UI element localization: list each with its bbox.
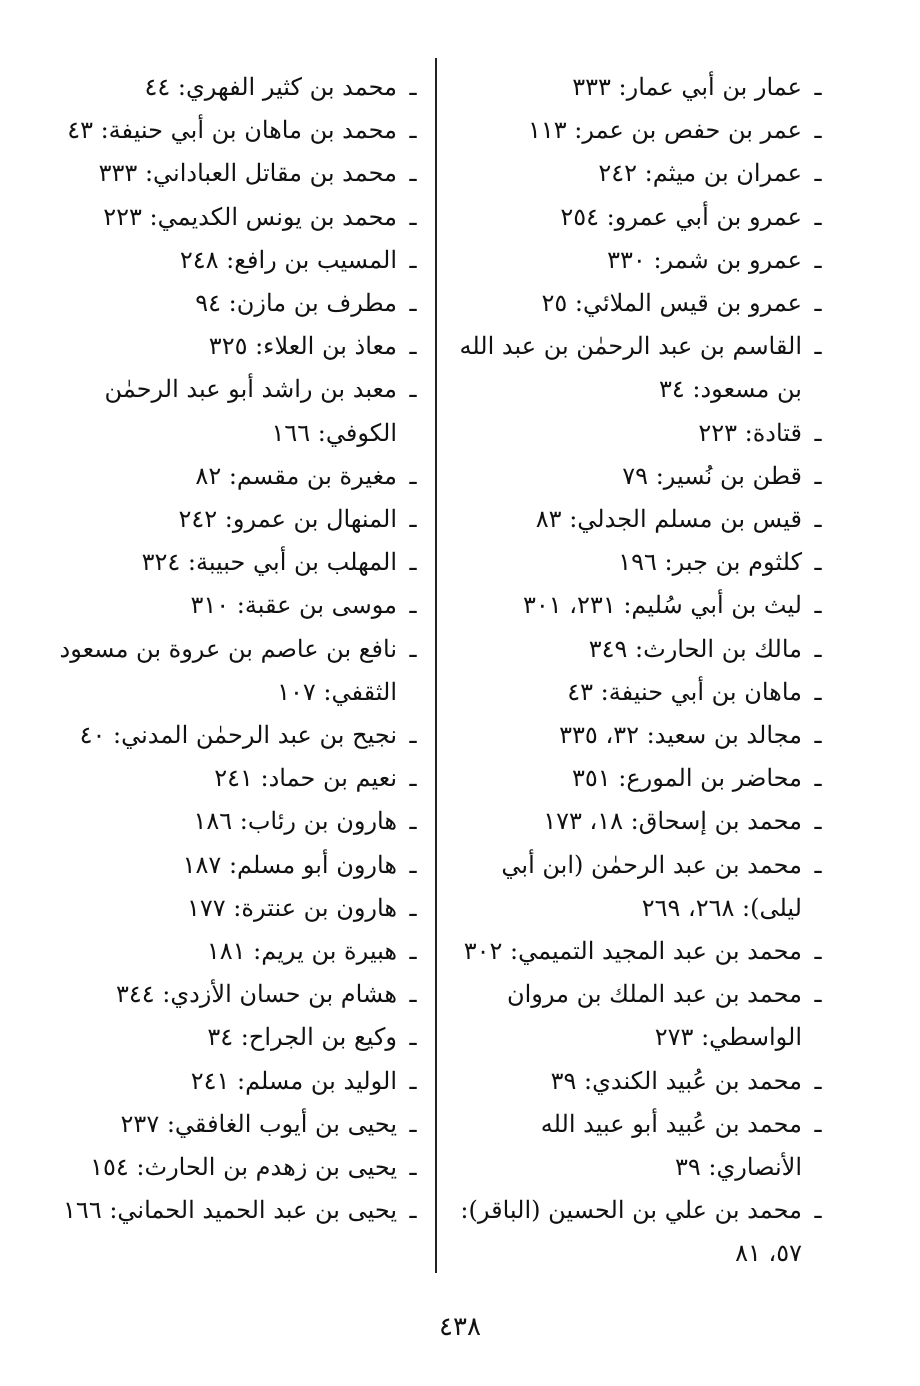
entry-text: قتادة: ٢٢٣: [698, 418, 802, 447]
index-entry: [40, 239, 425, 282]
entry-dash: ـ: [409, 332, 417, 361]
index-entry: [40, 498, 425, 541]
index-entry: [40, 714, 425, 757]
index-entry: [40, 1103, 425, 1146]
entry-dash: ـ: [409, 634, 417, 663]
entry-dash: ـ: [814, 980, 822, 1009]
entry-text: محمد بن عُبيد أبو عبيد الله الأنصاري: ٣٩: [540, 1109, 802, 1182]
entry-text: يحيى بن أيوب الغافقي: ٢٣٧: [120, 1109, 397, 1138]
index-entry: [40, 973, 425, 1016]
entry-text: محمد بن إسحاق: ١٨، ١٧٣: [543, 807, 802, 836]
entry-text: المهلب بن أبي حبيبة: ٣٢٤: [141, 548, 397, 577]
entry-dash: ـ: [409, 591, 417, 620]
index-entry: [450, 455, 830, 498]
index-column-left: [40, 66, 425, 1232]
entry-dash: ـ: [409, 245, 417, 274]
index-entry: [450, 628, 830, 671]
entry-text: نجيح بن عبد الرحمٰن المدني: ٤٠: [79, 721, 397, 750]
entry-dash: ـ: [814, 1066, 822, 1095]
index-entry: [40, 1146, 425, 1189]
entry-text: محمد بن كثير الفهري: ٤٤: [144, 73, 397, 101]
entry-dash: ـ: [814, 116, 822, 145]
entry-text: محمد بن يونس الكديمي: ٢٢٣: [103, 202, 397, 231]
index-entry: [40, 930, 425, 973]
entry-text: هارون بن رئاب: ١٨٦: [193, 807, 397, 836]
index-entry: [450, 541, 830, 584]
index-entry: [450, 152, 830, 195]
index-entry: [450, 1060, 830, 1103]
entry-text: معبد بن راشد أبو عبد الرحمٰن الكوفي: ١٦٦: [104, 375, 397, 447]
entry-dash: ـ: [409, 1196, 417, 1225]
entry-text: يحيى بن زهدم بن الحارث: ١٥٤: [90, 1153, 397, 1182]
index-entry: [450, 757, 830, 800]
entry-dash: ـ: [409, 764, 417, 793]
index-entry: [40, 800, 425, 843]
index-entry: [40, 887, 425, 930]
index-entry: [450, 412, 830, 455]
index-entry: [40, 66, 425, 109]
entry-dash: ـ: [409, 1153, 417, 1182]
index-entry: [40, 757, 425, 800]
entry-text: هارون أبو مسلم: ١٨٧: [182, 850, 397, 879]
entry-dash: ـ: [814, 418, 822, 447]
index-entry: [40, 455, 425, 498]
entry-text: يحيى بن عبد الحميد الحماني: ١٦٦: [63, 1196, 397, 1225]
entry-dash: ـ: [814, 591, 822, 620]
entry-dash: ـ: [814, 461, 822, 490]
entry-text: نعيم بن حماد: ٢٤١: [214, 764, 397, 793]
entry-dash: ـ: [409, 721, 417, 750]
entry-dash: ـ: [409, 1109, 417, 1138]
entry-dash: ـ: [409, 807, 417, 836]
entry-text: معاذ بن العلاء: ٣٢٥: [208, 332, 397, 361]
entry-text: محمد بن عبد الملك بن مروان الواسطي: ٢٧٣: [506, 980, 802, 1052]
index-entry: [450, 66, 830, 109]
entry-dash: ـ: [814, 764, 822, 793]
index-entry: [450, 930, 830, 973]
index-entry: [40, 109, 425, 152]
index-entry: [450, 196, 830, 239]
entry-text: ماهان بن أبي حنيفة: ٤٣: [567, 677, 802, 706]
entry-text: عمار بن أبي عمار: ٣٣٣: [572, 73, 802, 101]
index-entry: [450, 1103, 830, 1189]
index-entry: [40, 196, 425, 239]
entry-text: وكيع بن الجراح: ٣٤: [207, 1023, 397, 1052]
entry-dash: ـ: [409, 289, 417, 318]
entry-dash: ـ: [409, 893, 417, 922]
entry-dash: ـ: [814, 807, 822, 836]
entry-dash: ـ: [814, 721, 822, 750]
entry-text: هشام بن حسان الأزدي: ٣٤٤: [115, 980, 397, 1009]
entry-text: مطرف بن مازن: ٩٤: [195, 289, 397, 318]
entry-dash: ـ: [409, 375, 417, 404]
entry-text: قيس بن مسلم الجدلي: ٨٣: [535, 505, 802, 534]
entry-dash: ـ: [814, 159, 822, 188]
entry-text: المنهال بن عمرو: ٢٤٢: [178, 505, 397, 534]
entry-text: عمرو بن أبي عمرو: ٢٥٤: [560, 202, 802, 231]
entry-dash: ـ: [409, 202, 417, 231]
entry-text: محاضر بن المورع: ٣٥١: [571, 764, 802, 793]
entry-dash: ـ: [409, 980, 417, 1009]
entry-dash: ـ: [814, 1196, 822, 1225]
index-entry: [450, 584, 830, 627]
entry-dash: ـ: [409, 1023, 417, 1052]
index-entry: [450, 498, 830, 541]
entry-dash: ـ: [814, 332, 822, 361]
entry-text: محمد بن عبد الرحمٰن (ابن أبي ليلى): ٢٦٨، ٢٦٩: [501, 850, 802, 922]
column-divider: [435, 58, 437, 1273]
entry-text: محمد بن عُبيد الكندي: ٣٩: [550, 1066, 802, 1095]
entry-dash: ـ: [409, 1066, 417, 1095]
entry-dash: ـ: [409, 937, 417, 966]
entry-text: نافع بن عاصم بن عروة بن مسعود الثقفي: ١٠٧: [59, 634, 397, 706]
entry-text: عمران بن ميثم: ٢٤٢: [598, 159, 802, 188]
entry-dash: ـ: [814, 289, 822, 318]
index-column-right: [450, 66, 830, 1276]
index-entry: [450, 1189, 830, 1275]
entry-text: موسى بن عقبة: ٣١٠: [190, 591, 397, 620]
entry-dash: ـ: [814, 850, 822, 879]
index-entry: [40, 584, 425, 627]
index-entry: [40, 282, 425, 325]
index-entry: [450, 800, 830, 843]
entry-dash: ـ: [814, 245, 822, 274]
entry-dash: ـ: [814, 505, 822, 534]
entry-dash: ـ: [814, 937, 822, 966]
entry-dash: ـ: [814, 1109, 822, 1138]
entry-text: مجالد بن سعيد: ٣٢، ٣٣٥: [559, 721, 802, 750]
entry-dash: ـ: [814, 202, 822, 231]
entry-text: محمد بن مقاتل العباداني: ٣٣٣: [98, 159, 397, 188]
entry-text: عمر بن حفص بن عمر: ١١٣: [527, 116, 802, 145]
entry-text: المسيب بن رافع: ٢٤٨: [179, 245, 397, 274]
entry-text: كلثوم بن جبر: ١٩٦: [618, 548, 802, 577]
index-entry: [40, 844, 425, 887]
entry-dash: ـ: [814, 677, 822, 706]
entry-dash: ـ: [409, 159, 417, 188]
index-entry: [450, 844, 830, 930]
entry-text: الوليد بن مسلم: ٢٤١: [190, 1066, 397, 1095]
entry-text: القاسم بن عبد الرحمٰن بن عبد الله بن مسعود: ٣٤: [459, 332, 802, 404]
entry-dash: ـ: [409, 73, 417, 101]
entry-text: محمد بن ماهان بن أبي حنيفة: ٤٣: [67, 116, 397, 145]
index-entry: [40, 368, 425, 454]
entry-dash: ـ: [409, 548, 417, 577]
entry-dash: ـ: [814, 548, 822, 577]
entry-dash: ـ: [814, 634, 822, 663]
index-entry: [40, 152, 425, 195]
entry-text: عمرو بن قيس الملائي: ٢٥: [541, 289, 802, 318]
index-entry: [40, 325, 425, 368]
index-entry: [450, 671, 830, 714]
entry-text: مغيرة بن مقسم: ٨٢: [195, 461, 397, 490]
entry-text: هارون بن عنترة: ١٧٧: [187, 893, 397, 922]
entry-dash: ـ: [814, 73, 822, 101]
index-entry: [40, 1016, 425, 1059]
index-entry: [40, 541, 425, 584]
entry-text: قطن بن نُسير: ٧٩: [622, 461, 802, 490]
index-entry: [450, 282, 830, 325]
entry-text: مالك بن الحارث: ٣٤٩: [588, 634, 802, 663]
index-entry: [40, 628, 425, 714]
entry-text: محمد بن عبد المجيد التميمي: ٣٠٢: [463, 937, 802, 966]
index-entry: [450, 714, 830, 757]
entry-dash: ـ: [409, 461, 417, 490]
entry-dash: ـ: [409, 850, 417, 879]
entry-text: هبيرة بن يريم: ١٨١: [206, 937, 397, 966]
entry-text: محمد بن علي بن الحسين (الباقر): ٥٧، ٨١: [460, 1196, 802, 1268]
index-entry: [450, 325, 830, 411]
page-number: ٤٣٨: [439, 1312, 481, 1342]
index-entry: [40, 1060, 425, 1103]
entry-dash: ـ: [409, 505, 417, 534]
entry-text: ليث بن أبي سُليم: ٢٣١، ٣٠١: [522, 591, 802, 620]
index-entry: [450, 109, 830, 152]
index-entry: [450, 239, 830, 282]
index-entry: [450, 973, 830, 1059]
entry-text: عمرو بن شمر: ٣٣٠: [607, 245, 802, 274]
index-entry: [40, 1189, 425, 1232]
entry-dash: ـ: [409, 116, 417, 145]
